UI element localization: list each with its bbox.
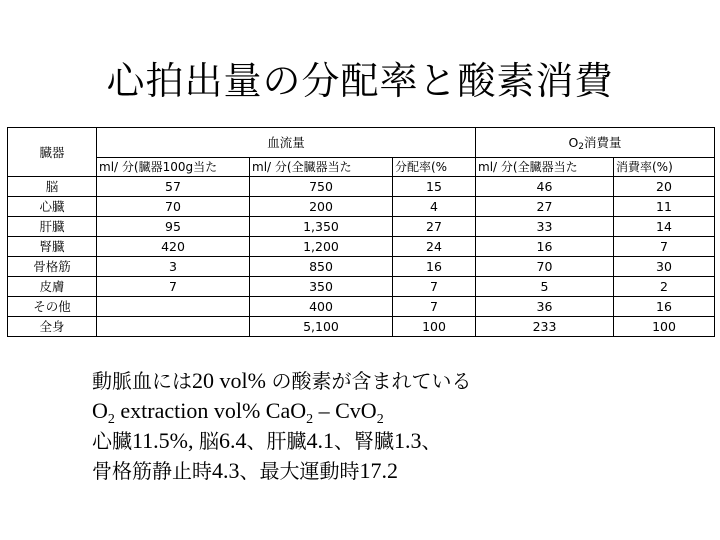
organ-cell: 骨格筋 bbox=[8, 257, 97, 277]
subheader-o2-total: ml/ 分(全臓器当た bbox=[476, 158, 614, 177]
o2-rate-cell: 7 bbox=[614, 237, 715, 257]
note-text: の酸素が含まれている bbox=[271, 369, 472, 393]
o2-header-prefix: O bbox=[568, 135, 579, 150]
distribution-cell: 7 bbox=[393, 277, 476, 297]
flow-total-cell: 400 bbox=[250, 297, 393, 317]
table-row bbox=[8, 317, 715, 337]
o2-total-cell: 5 bbox=[476, 277, 614, 297]
note-text: 6.4 bbox=[219, 428, 247, 453]
note-text: 、腎臓 bbox=[334, 429, 395, 453]
subheader-distribution: 分配率(% bbox=[393, 158, 476, 177]
note-text: 動脈血には bbox=[92, 369, 192, 393]
distribution-cell: 24 bbox=[393, 237, 476, 257]
subheader-flow-total: ml/ 分(全臓器当た bbox=[250, 158, 393, 177]
table-row bbox=[8, 277, 715, 297]
organ-cell: 全身 bbox=[8, 317, 97, 337]
table-subheader-row bbox=[8, 158, 715, 177]
o2-total-cell: 233 bbox=[476, 317, 614, 337]
o2-rate-cell: 16 bbox=[614, 297, 715, 317]
o2-consumption-header bbox=[476, 128, 715, 158]
o2-total-cell: 16 bbox=[476, 237, 614, 257]
note-subscript: 2 bbox=[107, 412, 115, 427]
o2-rate-cell: 20 bbox=[614, 177, 715, 197]
note-text: 20 vol% bbox=[192, 368, 272, 393]
blood-flow-table bbox=[7, 127, 715, 337]
blood-flow-header: 血流量 bbox=[97, 128, 476, 158]
distribution-cell: 27 bbox=[393, 217, 476, 237]
o2-rate-cell: 30 bbox=[614, 257, 715, 277]
o2-total-cell: 27 bbox=[476, 197, 614, 217]
flow-per-100g-cell: 3 bbox=[97, 257, 250, 277]
o2-rate-cell: 11 bbox=[614, 197, 715, 217]
organ-header: 臓器 bbox=[8, 128, 97, 177]
note-text: O bbox=[92, 398, 108, 423]
distribution-cell: 100 bbox=[393, 317, 476, 337]
organ-cell: 心臓 bbox=[8, 197, 97, 217]
distribution-cell: 15 bbox=[393, 177, 476, 197]
o2-header-sub: 2 bbox=[578, 142, 585, 152]
table-header-row bbox=[8, 128, 715, 158]
flow-per-100g-cell: 420 bbox=[97, 237, 250, 257]
table-row bbox=[8, 257, 715, 277]
table-row bbox=[8, 197, 715, 217]
note-line-1 bbox=[92, 366, 712, 396]
table-row bbox=[8, 217, 715, 237]
subheader-flow-per-100g: ml/ 分(臓器100g当た bbox=[97, 158, 250, 177]
organ-cell: 肝臓 bbox=[8, 217, 97, 237]
flow-total-cell: 350 bbox=[250, 277, 393, 297]
flow-per-100g-cell: 95 bbox=[97, 217, 250, 237]
flow-total-cell: 850 bbox=[250, 257, 393, 277]
organ-cell: 腎臓 bbox=[8, 237, 97, 257]
o2-header-suffix: 消費量 bbox=[584, 135, 622, 150]
note-text: 、 bbox=[421, 429, 442, 453]
note-text: 17.2 bbox=[359, 458, 398, 483]
note-text: 11.5%, bbox=[132, 428, 200, 453]
note-subscript: 2 bbox=[306, 412, 314, 427]
flow-per-100g-cell bbox=[97, 317, 250, 337]
distribution-cell: 16 bbox=[393, 257, 476, 277]
note-text: extraction vol% CaO bbox=[114, 398, 307, 423]
flow-total-cell: 200 bbox=[250, 197, 393, 217]
flow-total-cell: 5,100 bbox=[250, 317, 393, 337]
table-row bbox=[8, 237, 715, 257]
distribution-cell: 4 bbox=[393, 197, 476, 217]
note-text: 1.3 bbox=[394, 428, 422, 453]
o2-rate-cell: 2 bbox=[614, 277, 715, 297]
note-line-2 bbox=[92, 396, 712, 426]
flow-total-cell: 1,200 bbox=[250, 237, 393, 257]
flow-per-100g-cell: 57 bbox=[97, 177, 250, 197]
note-text: 心臓 bbox=[92, 429, 132, 453]
notes bbox=[92, 366, 712, 486]
o2-total-cell: 70 bbox=[476, 257, 614, 277]
note-text: 骨格筋静止時 bbox=[92, 459, 212, 483]
note-text: 、最大運動時 bbox=[239, 459, 360, 483]
organ-cell: その他 bbox=[8, 297, 97, 317]
note-subscript: 2 bbox=[376, 412, 384, 427]
o2-rate-cell: 100 bbox=[614, 317, 715, 337]
table-row bbox=[8, 177, 715, 197]
organ-cell: 脳 bbox=[8, 177, 97, 197]
subheader-o2-rate: 消費率(%) bbox=[614, 158, 715, 177]
slide-title: 心拍出量の分配率と酸素消費 bbox=[106, 59, 614, 103]
note-text: 脳 bbox=[199, 429, 220, 453]
flow-per-100g-cell: 7 bbox=[97, 277, 250, 297]
o2-total-cell: 36 bbox=[476, 297, 614, 317]
distribution-cell: 7 bbox=[393, 297, 476, 317]
note-text: 4.3 bbox=[212, 458, 240, 483]
o2-total-cell: 33 bbox=[476, 217, 614, 237]
flow-per-100g-cell: 70 bbox=[97, 197, 250, 217]
flow-total-cell: 1,350 bbox=[250, 217, 393, 237]
flow-total-cell: 750 bbox=[250, 177, 393, 197]
note-text: 、肝臓 bbox=[246, 429, 307, 453]
note-text: – CvO bbox=[313, 398, 377, 423]
o2-rate-cell: 14 bbox=[614, 217, 715, 237]
organ-cell: 皮膚 bbox=[8, 277, 97, 297]
note-text: 4.1 bbox=[306, 428, 335, 453]
note-line-4 bbox=[92, 456, 712, 486]
table-row bbox=[8, 297, 715, 317]
flow-per-100g-cell bbox=[97, 297, 250, 317]
note-line-3 bbox=[92, 426, 712, 456]
o2-total-cell: 46 bbox=[476, 177, 614, 197]
